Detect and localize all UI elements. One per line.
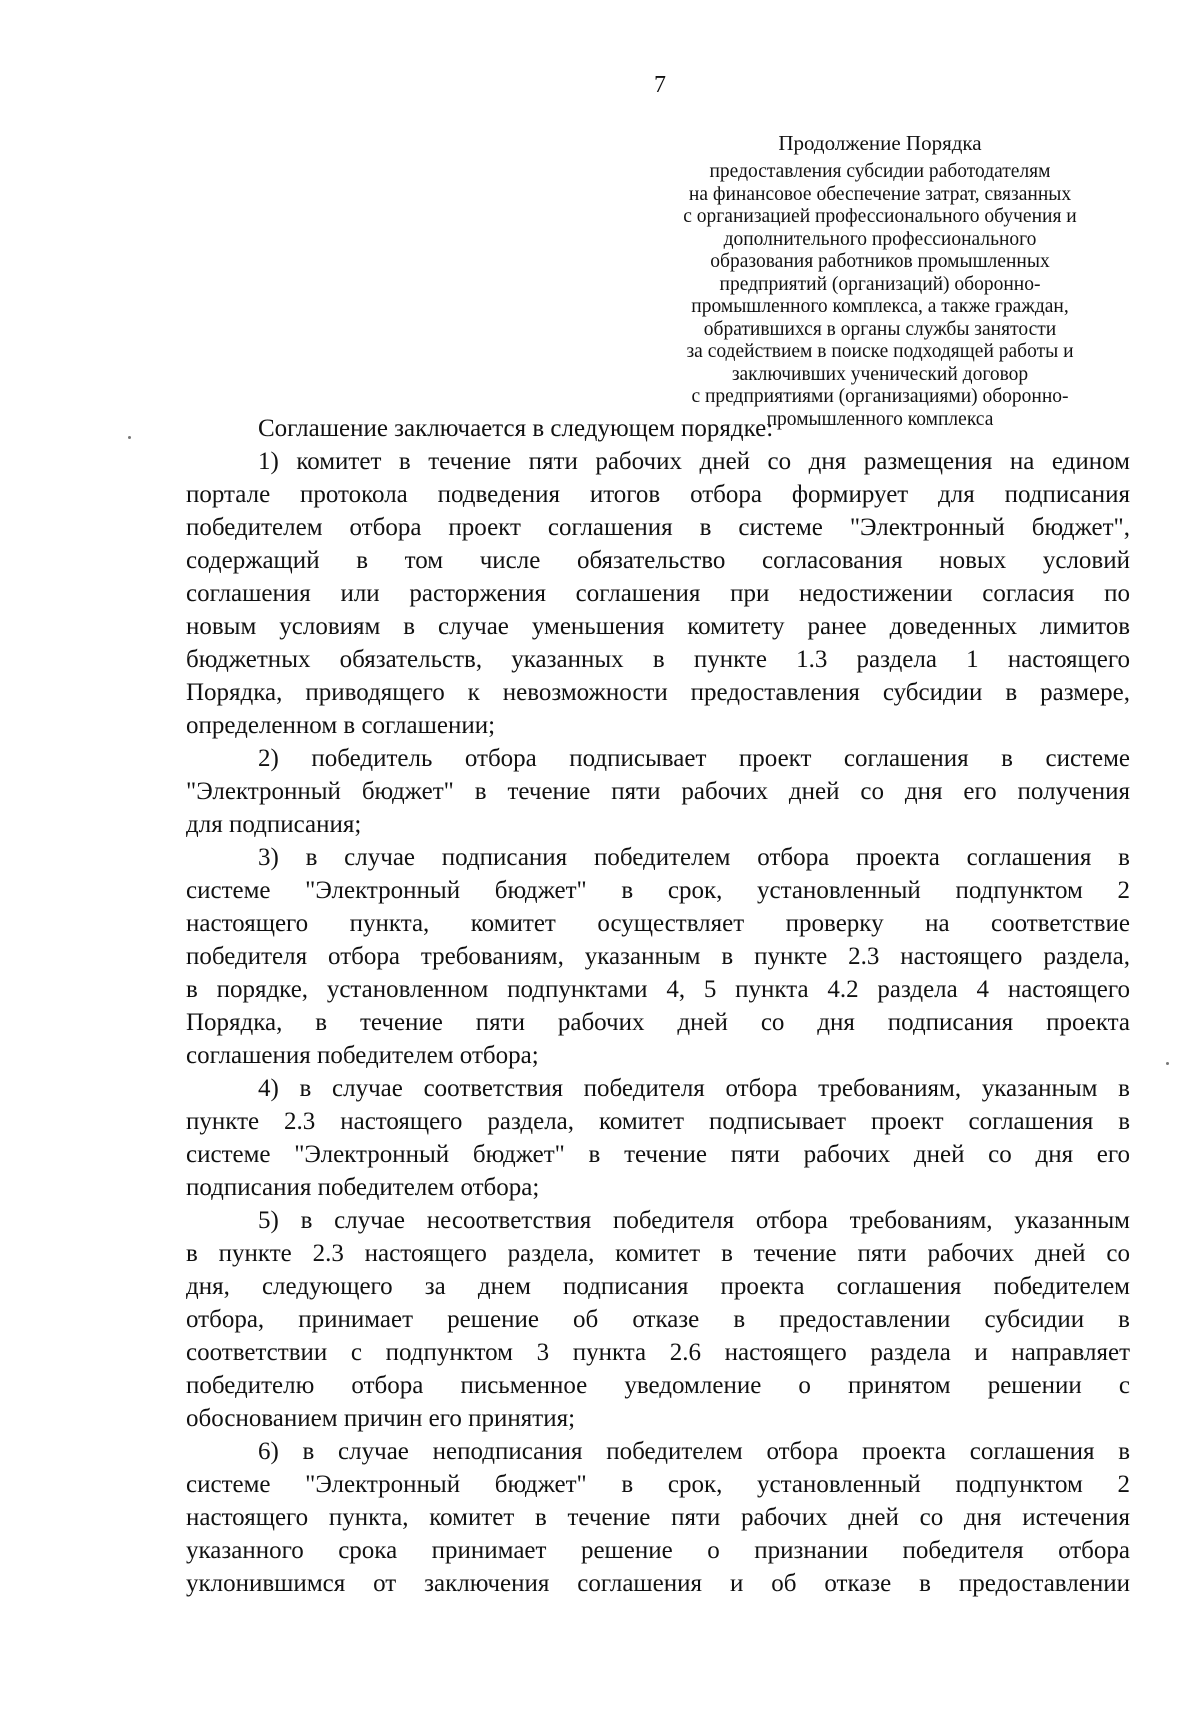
header-line: предприятий (организаций) оборонно- (719, 273, 1041, 295)
header-line: с предприятиями (организациями) оборонно- (691, 386, 1069, 407)
list-item-line: отбора, принимает решение об отказе в предоставлении субсидии в (186, 1306, 1130, 1333)
list-item-line: победителю отбора письменное уведомление о принятом решении с (186, 1372, 1130, 1399)
list-item-line: победителем отбора проект соглашения в системе "Электронный бюджет", (186, 514, 1130, 541)
header-line: с организацией профессионального обучения и (683, 206, 1077, 227)
list-item-line: определенном в соглашении; (186, 712, 496, 739)
list-item-line: бюджетных обязательств, указанных в пункте 1.3 раздела 1 настоящего (186, 646, 1130, 673)
list-item-line: содержащий в том числе обязательство согласования новых условий (186, 547, 1130, 574)
header-line: промышленного комплекса, а также граждан, (691, 296, 1069, 317)
list-item-line: 1) комитет в течение пяти рабочих дней со дня размещения на едином (258, 448, 1130, 475)
list-item-line: системе "Электронный бюджет" в течение пяти рабочих дней со дня его (186, 1141, 1130, 1168)
list-item-line: в пункте 2.3 настоящего раздела, комитет в течение пяти рабочих дней со (186, 1240, 1130, 1267)
list-item-line: в порядке, установленном подпунктами 4, 5 пункта 4.2 раздела 4 настоящего (186, 976, 1130, 1003)
list-item-line: пункте 2.3 настоящего раздела, комитет подписывает проект соглашения в (186, 1108, 1130, 1135)
list-item-line: 5) в случае несоответствия победителя отбора требованиям, указанным (258, 1207, 1130, 1234)
list-item (186, 841, 1130, 1072)
header-line: промышленного комплекса (766, 408, 994, 430)
header-line: на финансовое обеспечение затрат, связанных (688, 183, 1072, 205)
list-item-line: системе "Электронный бюджет" в срок, установленный подпунктом 2 (186, 877, 1130, 904)
list-item-line: 6) в случае неподписания победителем отбора проекта соглашения в (258, 1438, 1130, 1465)
header-line: заключивших ученический договор (731, 363, 1029, 385)
list-item-line: 2) победитель отбора подписывает проект соглашения в системе (258, 745, 1130, 772)
list-item-line: портале протокола подведения итогов отбора формирует для подписания (186, 481, 1130, 508)
list-item (186, 1072, 1130, 1204)
list-item-line: 4) в случае соответствия победителя отбора требованиям, указанным в (258, 1075, 1130, 1102)
header-line: предоставления субсидии работодателям (709, 161, 1051, 182)
list-item-line: настоящего пункта, комитет в течение пяти рабочих дней со дня истечения (186, 1504, 1130, 1531)
body-intro: Соглашение заключается в следующем порядке: (258, 415, 774, 442)
list-item-line: дня, следующего за днем подписания проекта соглашения победителем (186, 1273, 1130, 1300)
header-line: обратившихся в органы службы занятости (703, 318, 1057, 340)
list-item-line: уклонившимся от заключения соглашения и об отказе в предоставлении (186, 1570, 1130, 1597)
header-line: за содействием в поиске подходящей работы и (686, 341, 1074, 362)
document-header (630, 128, 1130, 431)
list-item-line: соглашения или расторжения соглашения при недостижении согласия по (186, 580, 1130, 607)
list-item-line: указанного срока принимает решение о признании победителя отбора (186, 1537, 1130, 1564)
list-item (186, 1204, 1130, 1435)
page-number: 7 (654, 72, 666, 98)
header-line: дополнительного профессионального (723, 228, 1037, 250)
list-item-line: соглашения победителем отбора; (186, 1042, 539, 1069)
header-title: Продолжение Порядка (778, 131, 982, 155)
list-item-line: соответствии с подпунктом 3 пункта 2.6 настоящего раздела и направляет (186, 1339, 1130, 1366)
list-item-line: "Электронный бюджет" в течение пяти рабочих дней со дня его получения (186, 778, 1130, 805)
list-item-line: для подписания; (186, 811, 362, 838)
list-item-line: настоящего пункта, комитет осуществляет проверку на соответствие (186, 910, 1130, 937)
header-line: образования работников промышленных (710, 251, 1050, 272)
list-item (186, 1435, 1130, 1600)
scan-speck (1166, 1062, 1169, 1065)
list-item-line: подписания победителем отбора; (186, 1174, 540, 1201)
list-item (186, 445, 1130, 742)
list-item-line: обоснованием причин его принятия; (186, 1405, 576, 1432)
list-item-line: Порядка, приводящего к невозможности предоставления субсидии в размере, (186, 679, 1130, 706)
document-body (186, 412, 1130, 1600)
list-item-line: системе "Электронный бюджет" в срок, установленный подпунктом 2 (186, 1471, 1130, 1498)
list-item-line: 3) в случае подписания победителем отбора проекта соглашения в (258, 844, 1130, 871)
list-item (186, 742, 1130, 841)
scan-speck (128, 436, 131, 439)
list-item-line: Порядка, в течение пяти рабочих дней со дня подписания проекта (186, 1009, 1130, 1036)
list-item-line: победителя отбора требованиям, указанным в пункте 2.3 настоящего раздела, (186, 943, 1130, 970)
list-item-line: новым условиям в случае уменьшения комитету ранее доведенных лимитов (186, 613, 1130, 640)
